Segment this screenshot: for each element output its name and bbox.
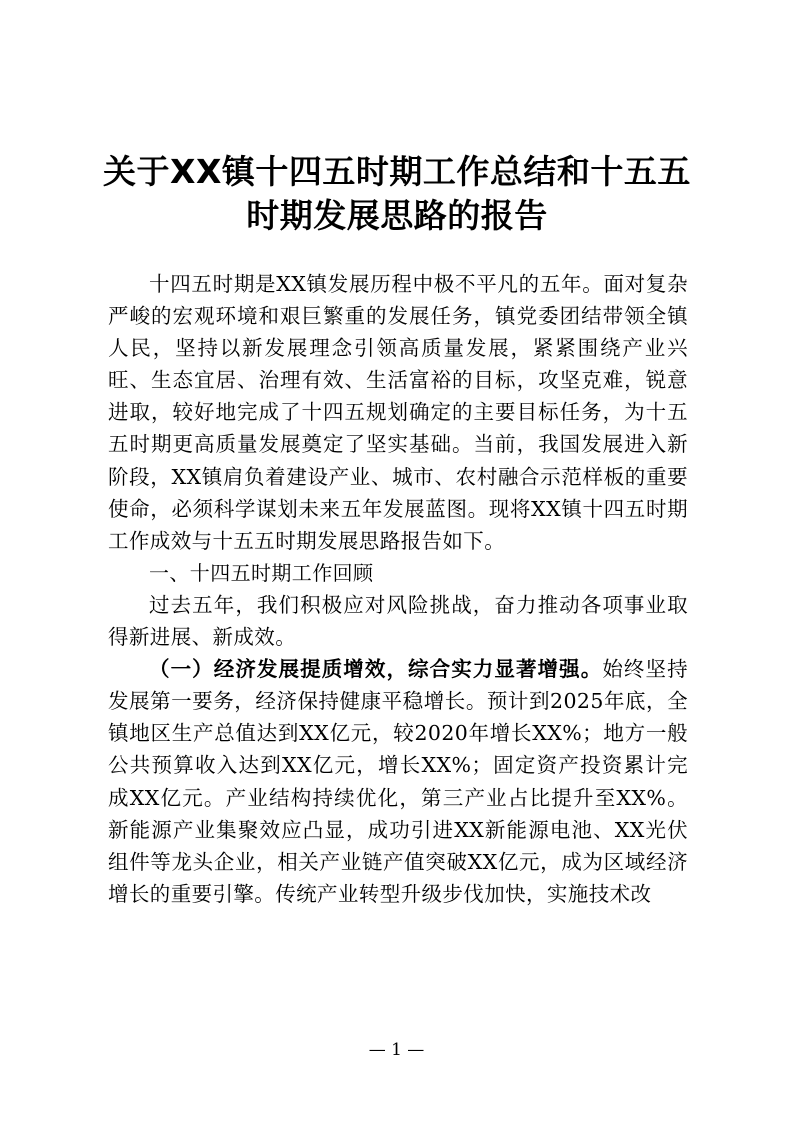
subsection-body: 始终坚持发展第一要务，经济保持健康平稳增长。预计到2025年底，全镇地区生产总值达到XX亿元，较2020年增长XX%；地方一般公共预算收入达到XX亿元，增长XX%；固定资产投资累计完成XX亿元。产业结构持续优化，第三产业占比提升至XX%。新能源产业集聚效应凸显，成功引进XX新能源电池、XX光伏组件等龙头企业，相关产业链产值突破XX亿元，成为区域经济增长的重要引擎。传统产业转型升级步伐加快，实施技术改 xyxy=(108,657,688,906)
document-title xyxy=(100,150,694,238)
section-intro-paragraph: 过去五年，我们积极应对风险挑战，奋力推动各项事业取得新进展、新成效。 xyxy=(108,592,688,650)
title-line-1: 关于XX镇十四五时期工作总结和十五五 xyxy=(103,152,691,191)
section-heading: 一、十四五时期工作回顾 xyxy=(149,560,374,585)
page-number: — 1 — xyxy=(368,1040,425,1060)
title-line-2: 时期发展思路的报告 xyxy=(246,196,548,235)
subsection-paragraph xyxy=(108,653,688,910)
document-body xyxy=(108,268,688,910)
intro-paragraph: 十四五时期是XX镇发展历程中极不平凡的五年。面对复杂严峻的宏观环境和艰巨繁重的发展任务，镇党委团结带领全镇人民，坚持以新发展理念引领高质量发展，紧紧围绕产业兴旺、生态宜居、治理有效、生活富裕的目标，攻坚克难，锐意进取，较好地完成了十四五规划确定的主要目标任务，为十五五时期更高质量发展奠定了坚实基础。当前，我国发展进入新阶段，XX镇肩负着建设产业、城市、农村融合示范样板的重要使命，必须科学谋划未来五年发展蓝图。现将XX镇十四五时期工作成效与十五五时期发展思路报告如下。 xyxy=(108,272,688,553)
subsection-lead: （一）经济发展提质增效，综合实力显著增强。 xyxy=(149,657,603,682)
